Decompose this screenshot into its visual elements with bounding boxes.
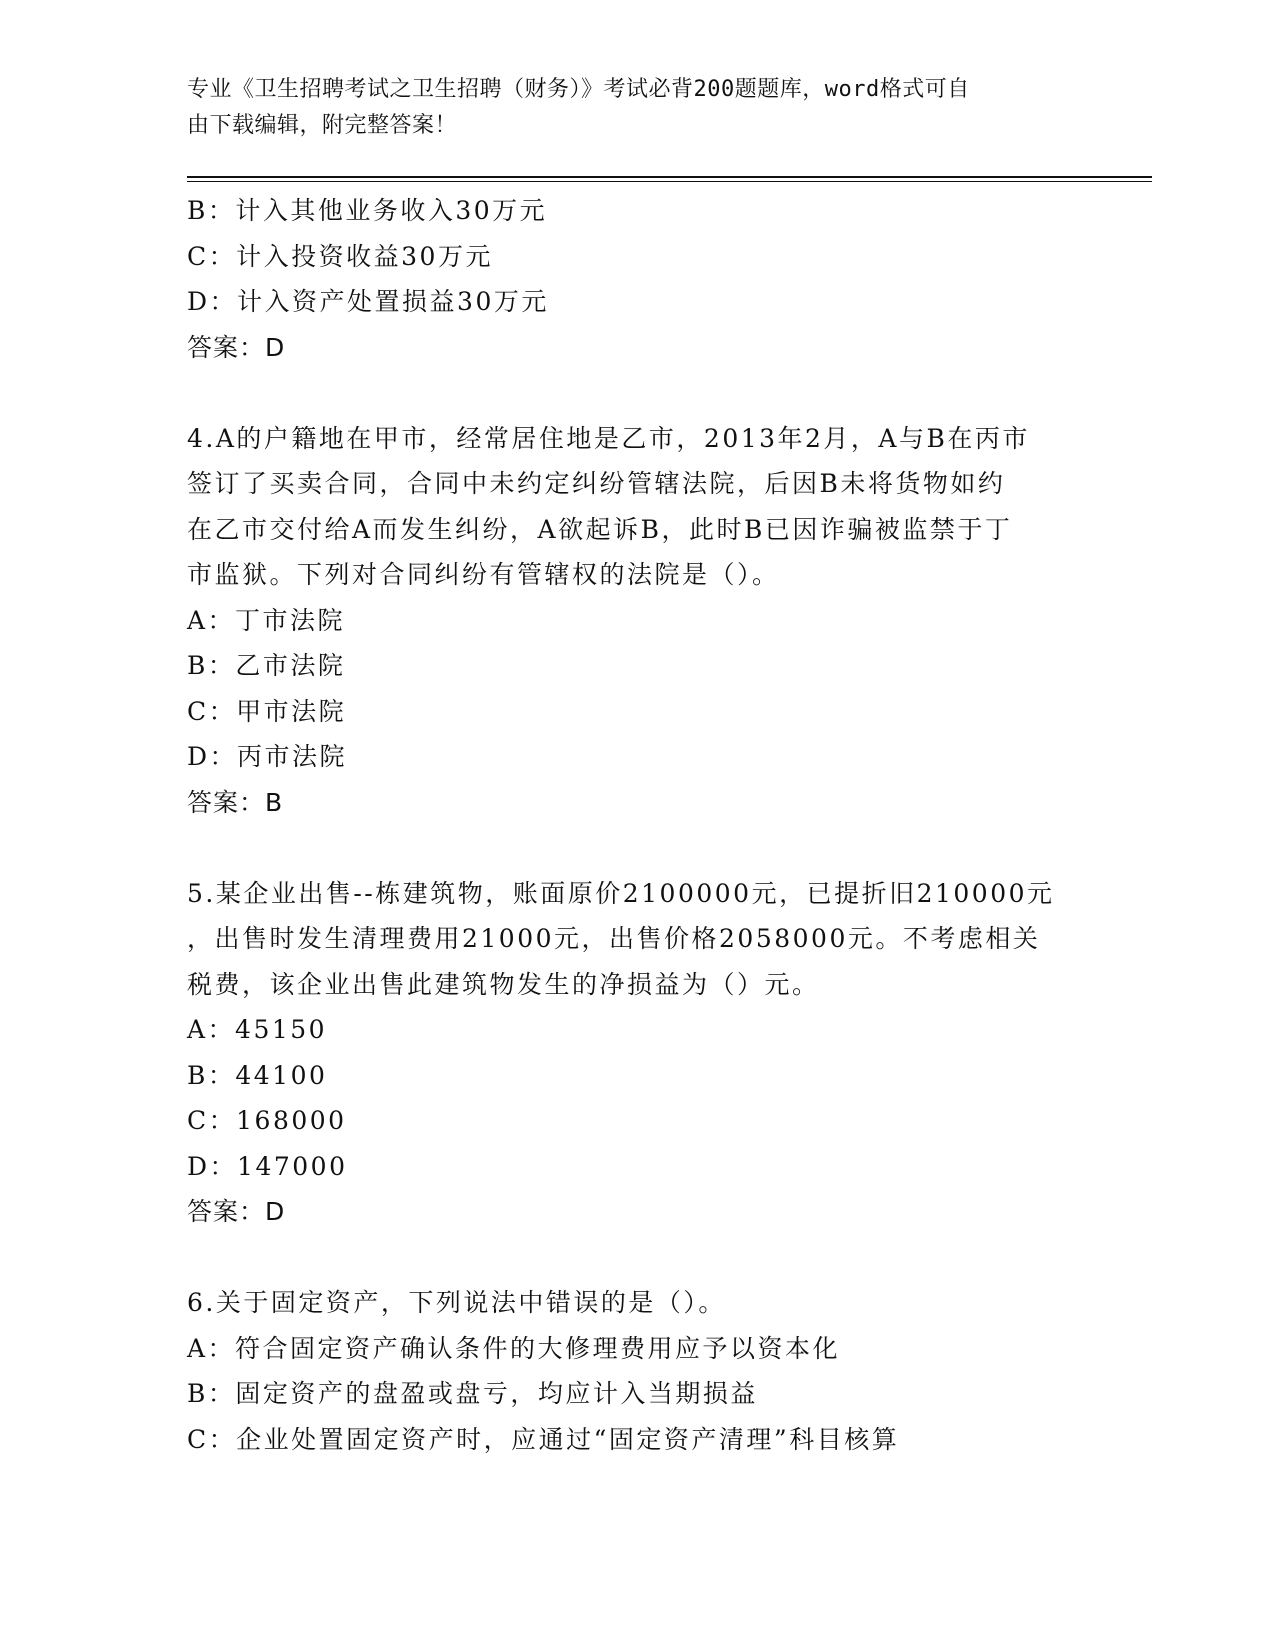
question-content: [187, 188, 1087, 1462]
spacer: [187, 825, 1087, 871]
q5-stem-line: 税费，该企业出售此建筑物发生的净损益为（）元。: [187, 969, 820, 999]
q4-option-a: A：丁市法院: [187, 605, 346, 635]
q4-stem-line: 4.A的户籍地在甲市，经常居住地是乙市，2013年2月，A与B在丙市: [187, 423, 1030, 453]
header-divider-thin: [187, 181, 1152, 182]
q6-option-b: B：固定资产的盘盈或盘亏，均应计入当期损益: [187, 1379, 758, 1408]
q3-option-c: C：计入投资收益30万元: [187, 241, 493, 271]
q4-option-b: B：乙市法院: [187, 651, 346, 680]
q5-option-b: B：44100: [187, 1060, 328, 1090]
q3-option-d: D：计入资产处置损益30万元: [187, 287, 549, 316]
q4-stem-line: 市监狱。下列对合同纠纷有管辖权的法院是（）。: [187, 560, 780, 589]
question-5: [187, 871, 1087, 1235]
q4-stem-line: 签订了买卖合同，合同中未约定纠纷管辖法院，后因B未将货物如约: [187, 469, 1006, 498]
header-line-1: 专业《卫生招聘考试之卫生招聘（财务）》考试必背200题题库，word格式可自: [187, 77, 970, 102]
q6-stem-line: 6.关于固定资产，下列说法中错误的是（）。: [187, 1288, 726, 1317]
q4-stem-line: 在乙市交付给A而发生纠纷，A欲起诉B，此时B已因诈骗被监禁于丁: [187, 514, 1013, 544]
header-divider-thick: [187, 176, 1152, 178]
q4-answer: 答案：B: [187, 787, 284, 817]
q5-option-d: D：147000: [187, 1151, 348, 1181]
q4-option-c: C：甲市法院: [187, 696, 347, 726]
document-header: [187, 72, 1067, 144]
q4-option-d: D：丙市法院: [187, 742, 348, 771]
q3-answer: 答案：D: [187, 332, 286, 362]
q3-option-b: B：计入其他业务收入30万元: [187, 196, 548, 225]
q5-answer: 答案：D: [187, 1197, 286, 1226]
header-line-2: 由下载编辑，附完整答案！: [187, 113, 458, 138]
q5-option-a: A：45150: [187, 1015, 328, 1044]
question-3: [187, 188, 1087, 370]
spacer: [187, 1235, 1087, 1281]
question-6: [187, 1280, 1087, 1462]
q5-stem-line: ，出售时发生清理费用21000元，出售价格2058000元。不考虑相关: [187, 924, 1041, 953]
q6-option-c: C：企业处置固定资产时，应通过“固定资产清理”科目核算: [187, 1424, 900, 1454]
question-4: [187, 416, 1087, 826]
spacer: [187, 370, 1087, 416]
q5-stem-line: 5.某企业出售--栋建筑物，账面原价2100000元，已提折旧210000元: [187, 878, 1055, 908]
q5-option-c: C：168000: [187, 1106, 347, 1135]
q6-option-a: A：符合固定资产确认条件的大修理费用应予以资本化: [187, 1333, 841, 1363]
